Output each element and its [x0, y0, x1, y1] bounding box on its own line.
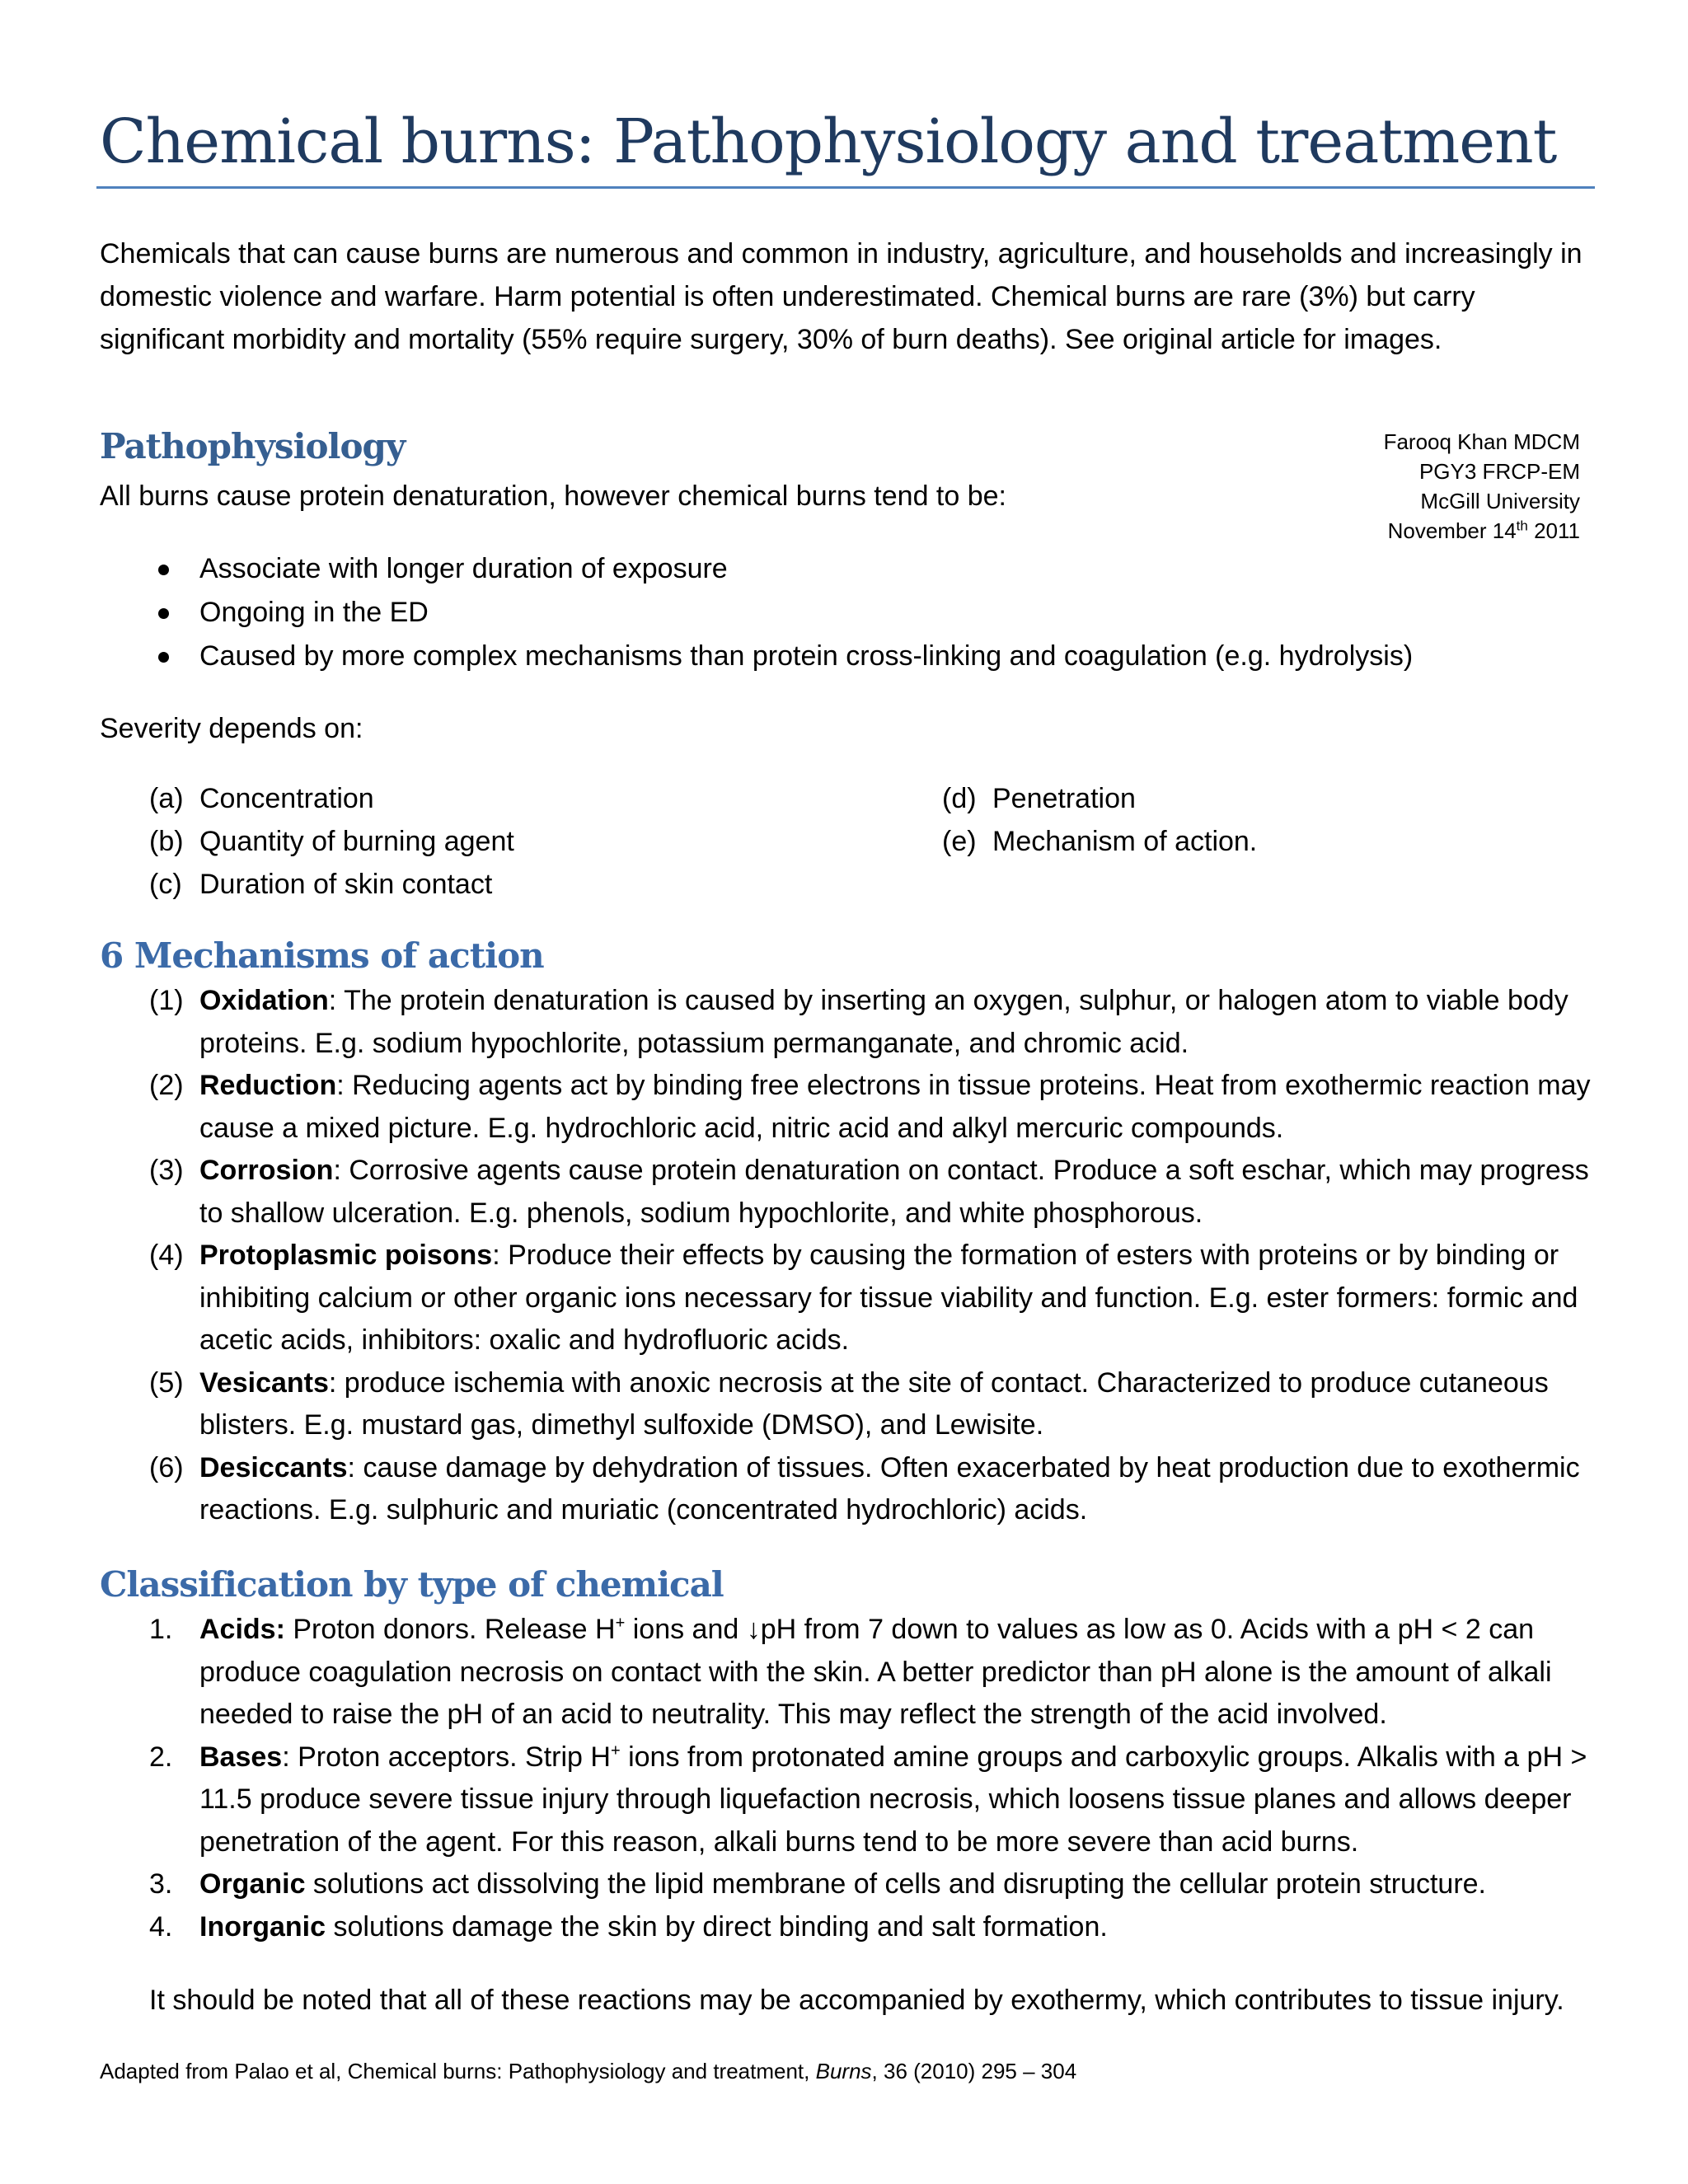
closing-note: It should be noted that all of these reactions may be accompanied by exothermy, which contributes to tissue injury.	[149, 1985, 1564, 2016]
title-underline	[96, 186, 1595, 189]
mechanisms-heading: 6 Mechanisms of action	[100, 935, 544, 976]
severity-list-right	[942, 777, 1257, 863]
list-item: 3. Organic solutions act dissolving the lipid membrane of cells and disrupting the cellular protein structure.	[149, 1868, 1486, 1900]
list-item: 1. Acids: Proton donors. Release H+ ions and ↓pH from 7 down to values as low as 0. Acids with a pH < 2 can produce coagulation necrosis on contact with the skin. A better predictor than pH alone is the amount of alkali needed to raise the pH of an acid to neutrality. This may reflect the strength of the acid involved.	[149, 1614, 1552, 1730]
author-position: PGY3 FRCP-EM	[1418, 459, 1580, 484]
list-item: (b) Quantity of burning agent	[149, 826, 514, 857]
list-item: (e) Mechanism of action.	[942, 826, 1258, 857]
list-item: (c) Duration of skin contact	[149, 869, 493, 900]
pathophysiology-lead: All burns cause protein denaturation, however chemical burns tend to be:	[100, 480, 1006, 512]
list-item: Caused by more complex mechanisms than protein cross-linking and coagulation (e.g. hydrolysis)	[100, 635, 1413, 678]
list-item: (2) Reduction: Reducing agents act by binding free electrons in tissue proteins. Heat from exothermic reaction may cause a mixed picture. E.g. hydrochloric acid, nitric acid and alkyl mercuric compounds.	[149, 1070, 1591, 1144]
date-prefix: November 14	[1387, 518, 1517, 543]
author-block	[1250, 427, 1580, 546]
list-item: (5) Vesicants: produce ischemia with anoxic necrosis at the site of contact. Characterized to produce cutaneous blisters. E.g. mustard gas, dimethyl sulfoxide (DMSO), and Lewisite.	[149, 1366, 1549, 1441]
list-item: (3) Corrosion: Corrosive agents cause protein denaturation on contact. Produce a soft eschar, which may progress to shallow ulceration. E.g. phenols, sodium hypochlorite, and white phosphorous.	[149, 1155, 1589, 1229]
source-footnote: Adapted from Palao et al, Chemical burns: Pathophysiology and treatment, Burns, 36 (2010) 295 – 304	[100, 2059, 1077, 2083]
journal-name: Burns	[815, 2059, 872, 2083]
list-item: (4) Protoplasmic poisons: Produce their effects by causing the formation of esters with proteins or by binding or inhibiting calcium or other organic ions necessary for tissue viability and function. E.g. ester formers: formic and acetic acids, inhibitors: oxalic and hydrofluoric acids.	[149, 1240, 1578, 1356]
author-name: Farooq Khan MDCM	[1383, 429, 1580, 454]
severity-list-left	[149, 777, 514, 906]
severity-lead: Severity depends on:	[100, 713, 363, 744]
bullet-icon	[158, 608, 169, 619]
pathophysiology-heading: Pathophysiology	[100, 426, 406, 466]
classification-list	[100, 1609, 1608, 1948]
list-item: 4. Inorganic solutions damage the skin by direct binding and salt formation.	[149, 1910, 1108, 1943]
bullet-list	[100, 547, 1413, 678]
date-year: 2011	[1527, 518, 1580, 543]
mechanisms-list	[100, 980, 1608, 1532]
list-item: (a) Concentration	[149, 783, 374, 814]
list-item: (d) Penetration	[942, 783, 1136, 814]
author-date	[1250, 516, 1580, 546]
bullet-icon	[158, 565, 169, 575]
list-item: Ongoing in the ED	[100, 591, 1413, 635]
date-ordinal: th	[1516, 518, 1528, 534]
author-institution: McGill University	[1420, 489, 1580, 513]
list-item: (6) Desiccants: cause damage by dehydration of tissues. Often exacerbated by heat production due to exothermic reactions. E.g. sulphuric and muriatic (concentrated hydrochloric) acids.	[149, 1451, 1580, 1526]
bullet-icon	[158, 652, 169, 663]
list-item: (1) Oxidation: The protein denaturation is caused by inserting an oxygen, sulphur, or halogen atom to viable body proteins. E.g. sodium hypochlorite, potassium permanganate, and chromic acid.	[149, 985, 1568, 1059]
list-item: 2. Bases: Proton acceptors. Strip H+ ions from protonated amine groups and carboxylic groups. Alkalis with a pH > 11.5 produce severe tissue injury through liquefaction necrosis, which loosens tissue planes and allows deeper penetration of the agent. For this reason, alkali burns tend to be more severe than acid burns.	[149, 1741, 1587, 1858]
page-title: Chemical burns: Pathophysiology and treatment	[100, 106, 1557, 177]
list-item: Associate with longer duration of exposure	[100, 547, 1413, 591]
intro-paragraph: Chemicals that can cause burns are numerous and common in industry, agriculture, and households and increasingly in domestic violence and warfare. Harm potential is often underestimated. Chemical burns are rare (3%) but carry significant morbidity and mortality (55% require surgery, 30% of burn deaths). See original article for images.	[100, 238, 1582, 355]
classification-heading: Classification by type of chemical	[100, 1564, 724, 1605]
